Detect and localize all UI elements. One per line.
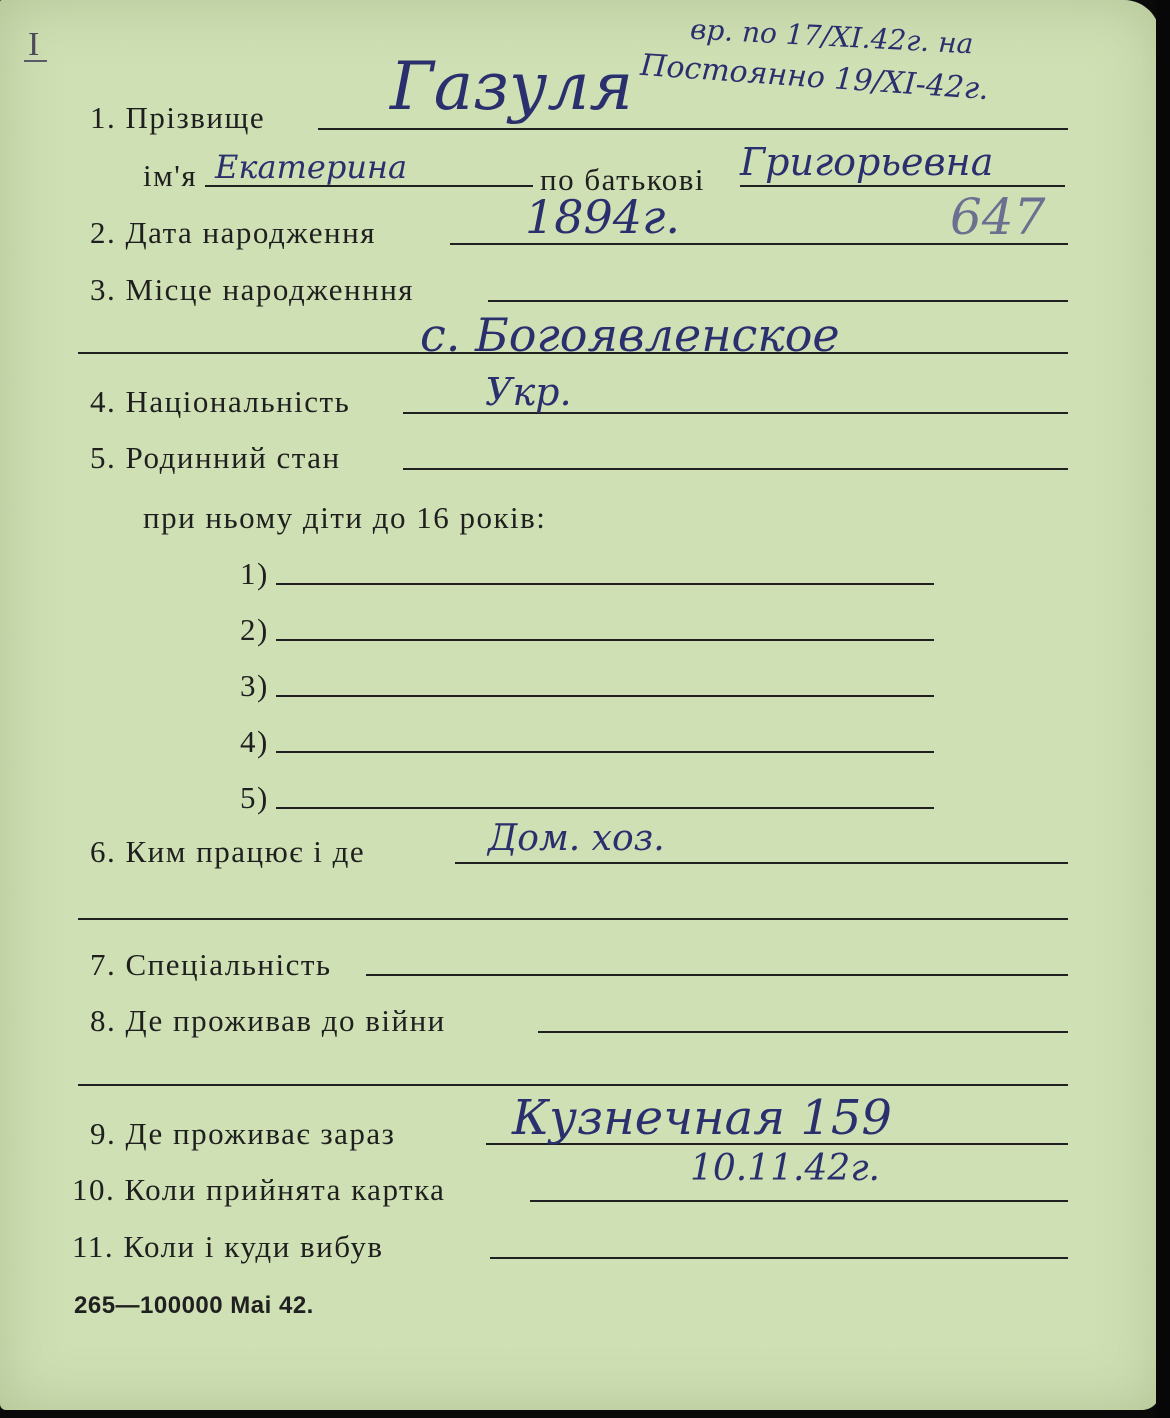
child-3-line xyxy=(276,695,934,697)
child-4-label: 4) xyxy=(240,724,269,759)
first-name-value: Екатерина xyxy=(215,148,408,186)
patronymic-value: Григорьевна xyxy=(740,140,994,184)
child-1-label: 1) xyxy=(240,556,269,591)
card-accepted-value: 10.11.42г. xyxy=(690,1148,880,1189)
birth-place-value: с. Богоявленское xyxy=(420,308,840,362)
current-residence-label: 9. Де проживає зараз xyxy=(90,1116,396,1151)
child-1-line xyxy=(276,583,934,585)
birth-place-line xyxy=(488,300,1068,302)
prewar-residence-line xyxy=(538,1031,1068,1033)
departure-line xyxy=(490,1257,1068,1259)
scan-edge xyxy=(1156,0,1170,1418)
occupation-line xyxy=(455,862,1068,864)
child-2-label: 2) xyxy=(240,612,269,647)
surname-label: 1. Прізвище xyxy=(90,100,266,135)
print-code: 265—100000 Mai 42. xyxy=(74,1292,314,1319)
birth-date-label: 2. Дата народження xyxy=(90,215,376,250)
patronymic-line xyxy=(740,185,1065,187)
side-number: 647 xyxy=(950,188,1046,246)
birth-place-label: 3. Місце народженння xyxy=(90,272,415,307)
prewar-residence-line-2 xyxy=(78,1084,1068,1086)
departure-label: 11. Коли і куди вибув xyxy=(72,1229,384,1264)
card-accepted-line xyxy=(530,1200,1068,1202)
occupation-label: 6. Ким працює і де xyxy=(90,834,366,869)
children-heading: при ньому діти до 16 років: xyxy=(143,500,547,535)
top-note-2: Постоянно 19/XI-42г. xyxy=(639,47,990,108)
card-accepted-label: 10. Коли прийнята картка xyxy=(72,1172,446,1207)
child-2-line xyxy=(276,639,934,641)
surname-line xyxy=(318,128,1068,130)
birth-date-value: 1894г. xyxy=(525,190,680,244)
child-5-label: 5) xyxy=(240,780,269,815)
occupation-value: Дом. хоз. xyxy=(488,818,665,859)
top-note-1: вр. по 17/XI.42г. на xyxy=(689,12,975,61)
patronymic-label: по батькові xyxy=(540,162,705,197)
surname-value: Газуля xyxy=(390,48,634,125)
nationality-label: 4. Національність xyxy=(90,384,351,419)
child-4-line xyxy=(276,751,934,753)
prewar-residence-label: 8. Де проживав до війни xyxy=(90,1003,446,1038)
first-name-label: ім'я xyxy=(143,158,198,193)
child-5-line xyxy=(276,807,934,809)
specialty-line xyxy=(366,974,1068,976)
marital-status-label: 5. Родинний стан xyxy=(90,440,341,475)
corner-mark: I xyxy=(28,26,40,63)
current-residence-value: Кузнечная 159 xyxy=(512,1090,892,1146)
child-3-label: 3) xyxy=(240,668,269,703)
occupation-line-2 xyxy=(78,918,1068,920)
marital-status-line xyxy=(403,468,1068,470)
nationality-value: Укр. xyxy=(485,370,572,414)
specialty-label: 7. Спеціальність xyxy=(90,947,332,982)
